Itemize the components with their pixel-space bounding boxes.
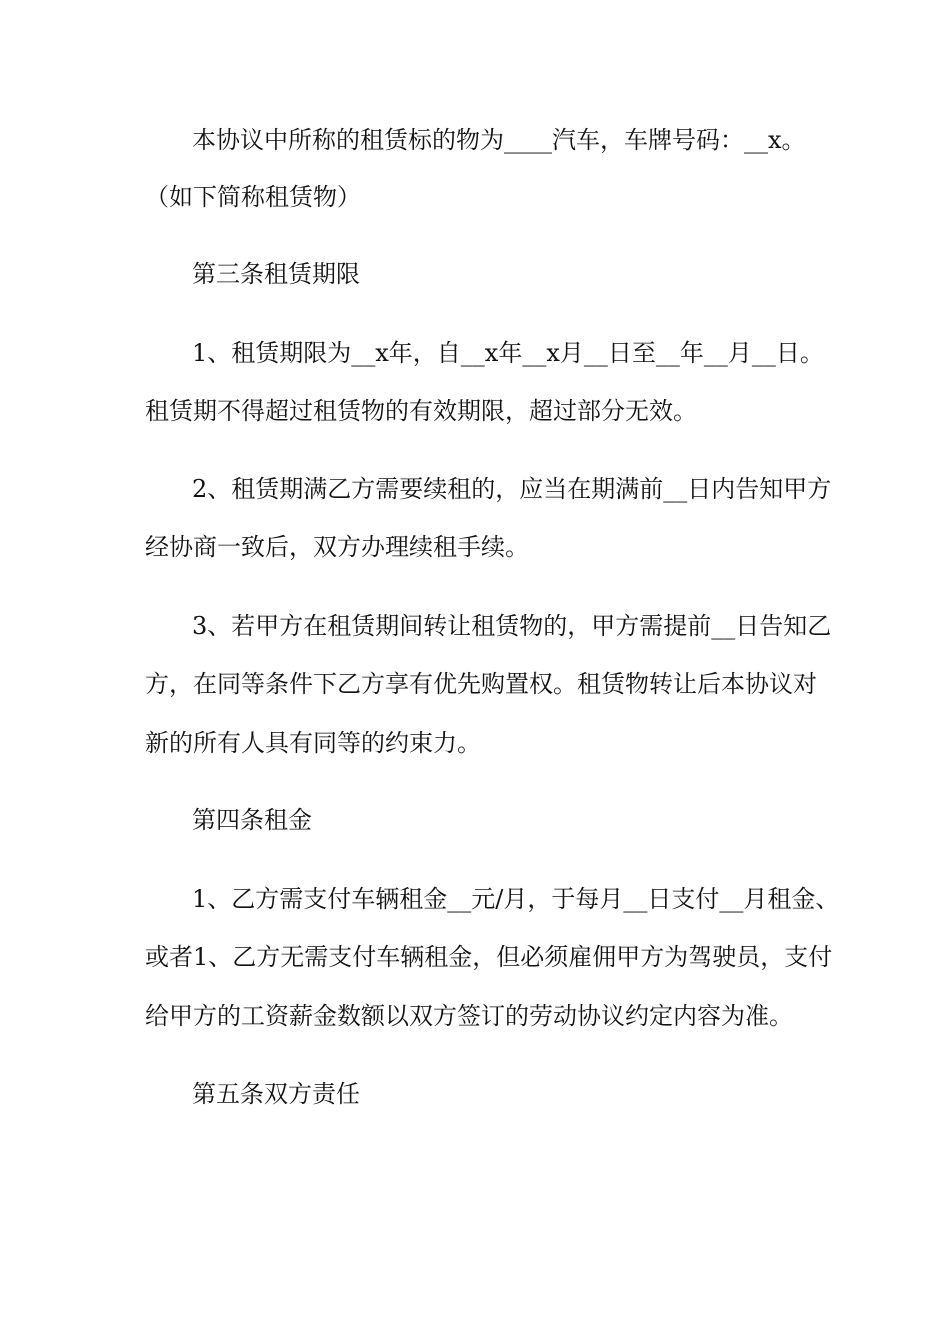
paragraph-subject-line: 本协议中所称的租赁标的物为____汽车，车牌号码：__x。	[192, 126, 806, 154]
clause-term-2: 2、租赁期满乙方需要续租的，应当在期满前__日内告知甲方	[192, 475, 832, 503]
clause-term-1-continuation: 租赁期不得超过租赁物的有效期限，超过部分无效。	[145, 397, 697, 425]
section-heading-responsibilities: 第五条双方责任	[192, 1080, 360, 1108]
clause-rent-1-continuation-a: 或者1、乙方无需支付车辆租金，但必须雇佣甲方为驾驶员，支付	[145, 943, 833, 971]
clause-term-3: 3、若甲方在租赁期间转让租赁物的，甲方需提前__日告知乙	[192, 612, 832, 640]
clause-term-2-continuation: 经协商一致后，双方办理续租手续。	[145, 533, 529, 561]
section-heading-term: 第三条租赁期限	[192, 260, 360, 288]
clause-term-3-continuation-a: 方，在同等条件下乙方享有优先购置权。租赁物转让后本协议对	[145, 670, 817, 698]
clause-rent-1-continuation-b: 给甲方的工资薪金数额以双方签订的劳动协议约定内容为准。	[145, 1002, 793, 1030]
clause-term-3-continuation-b: 新的所有人具有同等的约束力。	[145, 729, 481, 757]
clause-term-1: 1、租赁期限为__x年，自__x年__x月__日至__年__月__日。	[192, 339, 824, 367]
section-heading-rent: 第四条租金	[192, 806, 312, 834]
paragraph-subject-continuation: （如下简称租赁物）	[145, 183, 361, 211]
clause-rent-1: 1、乙方需支付车辆租金__元/月，于每月__日支付__月租金、	[192, 885, 840, 913]
